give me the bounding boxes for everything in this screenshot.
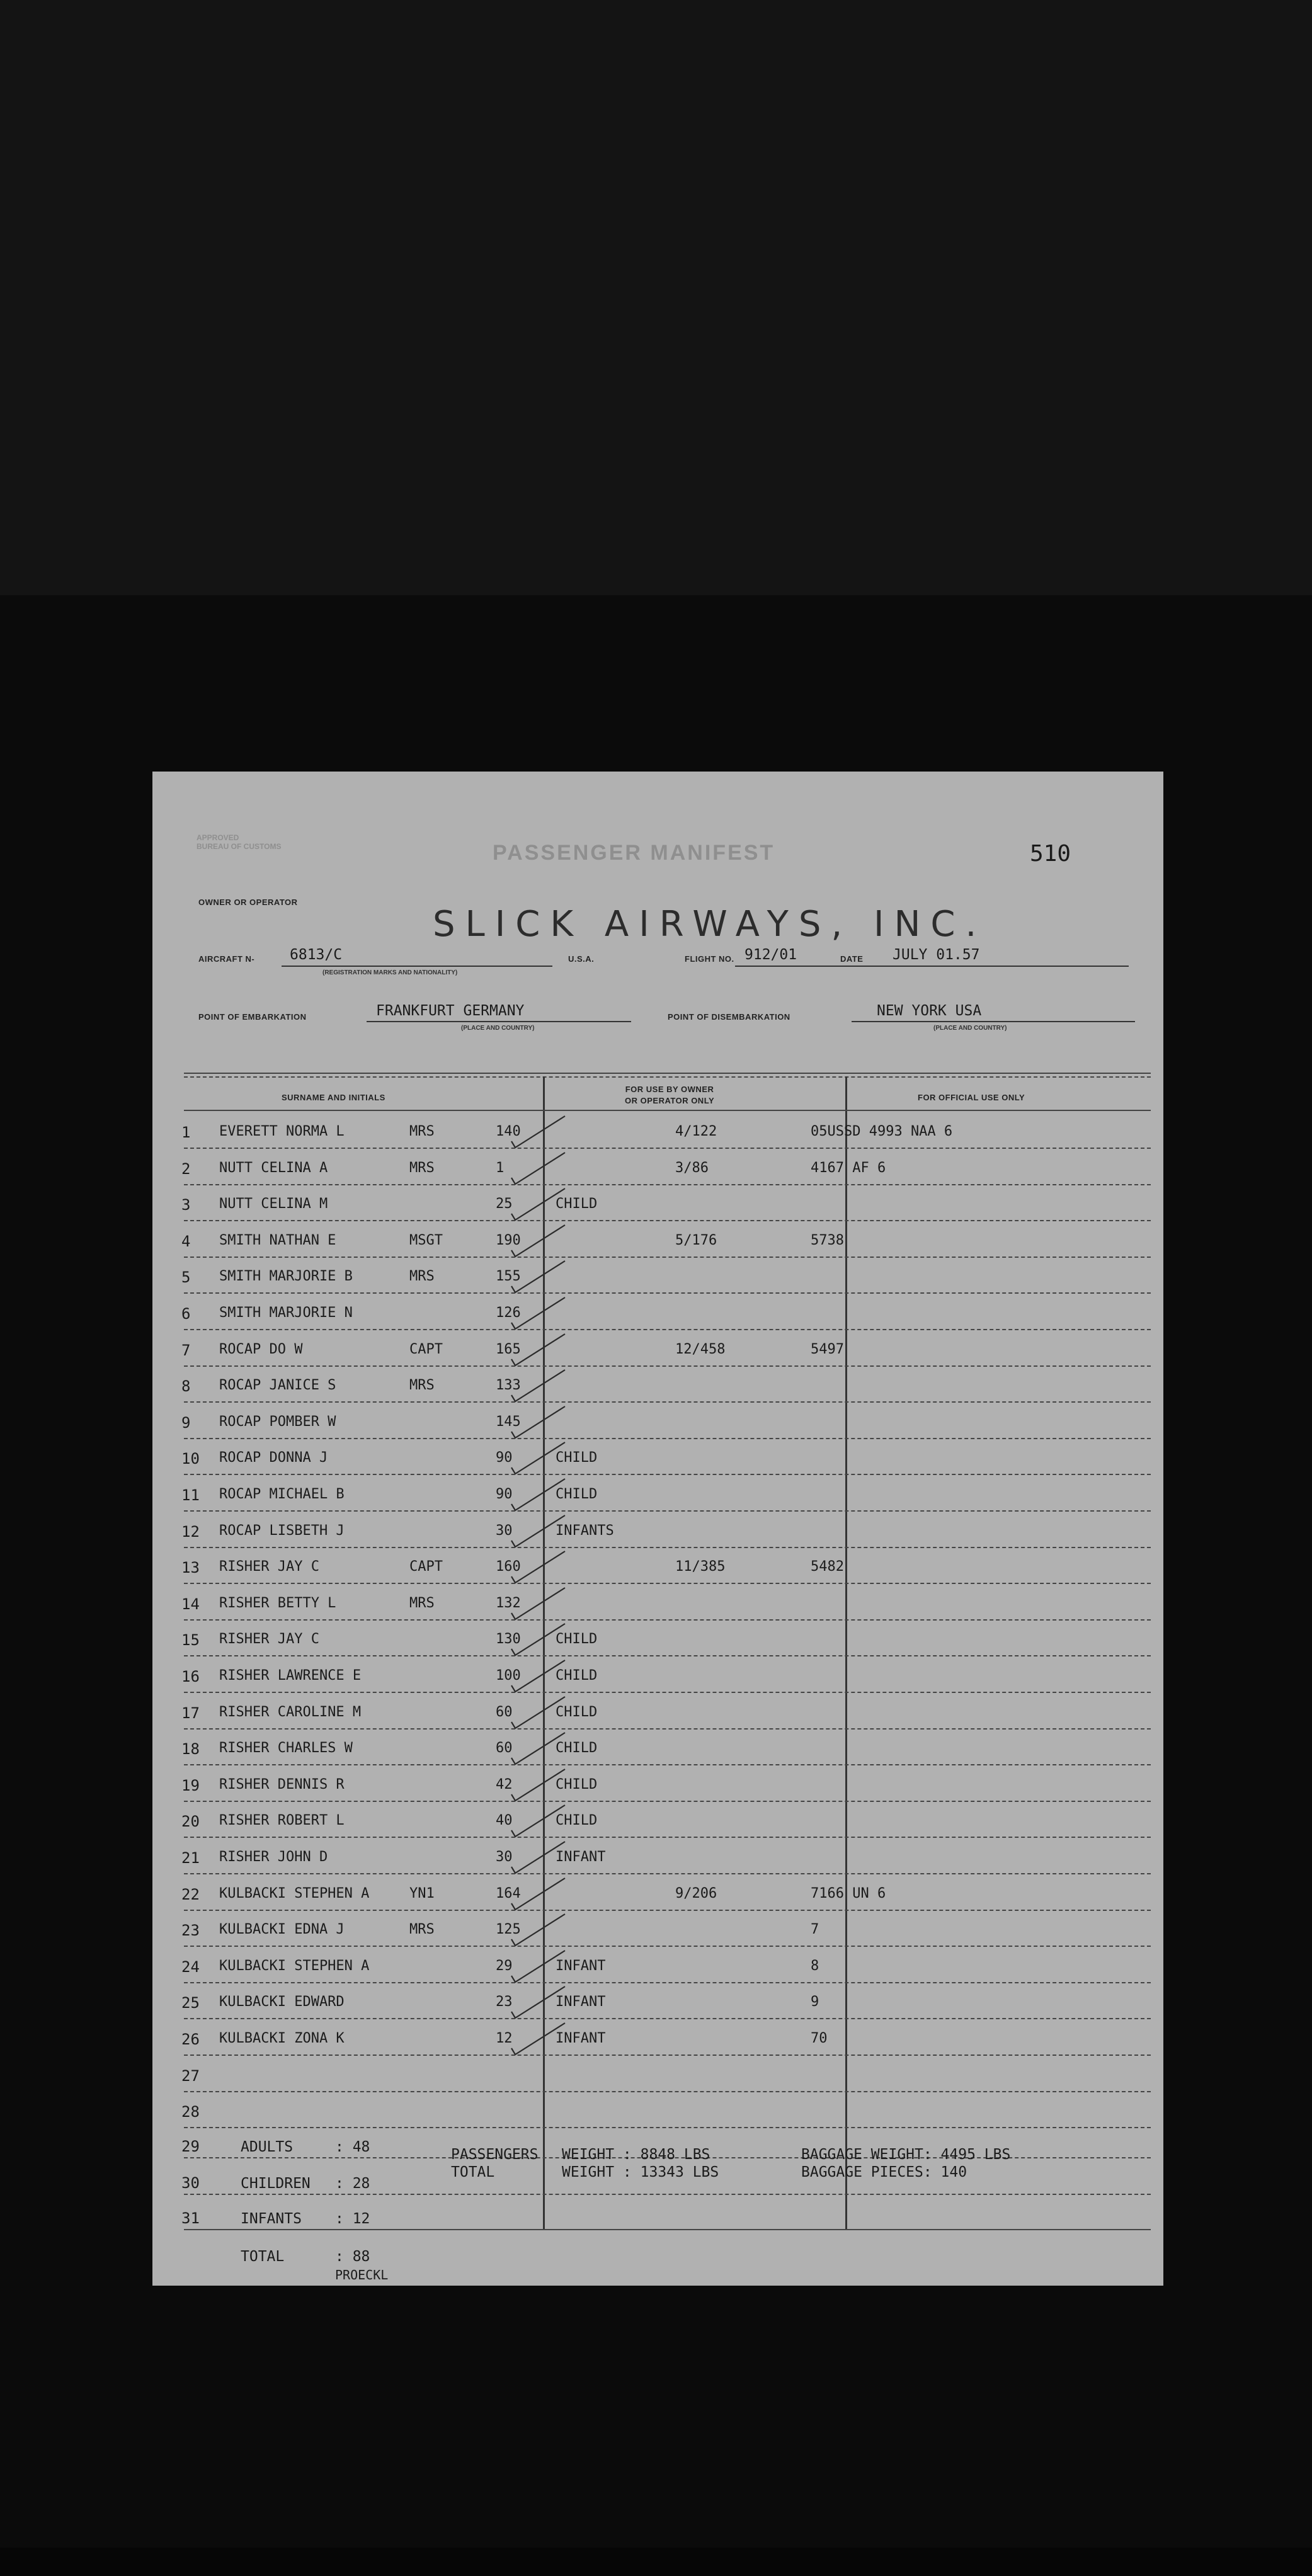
disembark-value: NEW YORK USA xyxy=(877,1003,982,1019)
passenger-weight: 23 xyxy=(496,1994,513,2010)
table-row xyxy=(152,1731,1163,1767)
row-number: 6 xyxy=(181,1305,191,1323)
official-code: 4167 AF 6 xyxy=(811,1160,886,1176)
passenger-category: INFANT xyxy=(556,2031,606,2046)
row-number: 15 xyxy=(181,1631,200,1650)
row-number: 23 xyxy=(181,1922,200,1940)
table-row xyxy=(152,1151,1163,1187)
row-rule xyxy=(184,1728,1151,1730)
table-row xyxy=(152,1369,1163,1405)
passenger-category: CHILD xyxy=(556,1668,598,1684)
row-number: 2 xyxy=(181,1160,191,1178)
row-number: 4 xyxy=(181,1232,191,1250)
passenger-title: MSGT xyxy=(409,1232,443,1248)
passenger-name: RISHER JAY C xyxy=(219,1559,319,1575)
passenger-weight: 100 xyxy=(496,1668,521,1684)
passenger-weight: 190 xyxy=(496,1232,521,1248)
passenger-name: KULBACKI STEPHEN A xyxy=(219,1958,370,1974)
passenger-title: MRS xyxy=(409,1377,435,1394)
table-row xyxy=(152,1659,1163,1695)
passenger-weight: 140 xyxy=(496,1124,521,1139)
infants-label: INFANTS xyxy=(241,2211,302,2227)
passenger-category: INFANT xyxy=(556,1849,606,1865)
row-number: 11 xyxy=(181,1486,200,1504)
table-row xyxy=(152,2058,1163,2094)
table-row xyxy=(152,1115,1163,1151)
passenger-name: RISHER JAY C xyxy=(219,1631,319,1648)
embark-value: FRANKFURT GERMANY xyxy=(376,1003,525,1019)
table-top-rule-2 xyxy=(184,1076,1151,1078)
passenger-weight: 126 xyxy=(496,1305,521,1321)
row-rule xyxy=(184,1184,1151,1185)
row-number: 14 xyxy=(181,1595,200,1613)
adults-count: : 48 xyxy=(335,2139,370,2155)
passenger-weight: 90 xyxy=(496,1486,513,1502)
table-top-rule xyxy=(184,1073,1151,1074)
official-code: 7 xyxy=(811,1922,819,1938)
passengers-label: PASSENGERS xyxy=(451,2146,539,2163)
row-number: 18 xyxy=(181,1740,200,1758)
bottom-dark-band xyxy=(0,2548,1312,2576)
row-rule xyxy=(184,1438,1151,1439)
embark-underline xyxy=(367,1021,631,1022)
row-number: 5 xyxy=(181,1268,191,1287)
table-row xyxy=(152,1296,1163,1332)
passenger-weight: WEIGHT : 8848 LBS xyxy=(562,2146,710,2163)
official-code: 70 xyxy=(811,2031,828,2046)
passenger-name: KULBACKI EDWARD xyxy=(219,1994,345,2010)
summary-rule-3 xyxy=(184,2229,1151,2230)
flight-label: FLIGHT NO. xyxy=(685,954,734,964)
passenger-name: SMITH MARJORIE B xyxy=(219,1268,353,1285)
infants-count: : 12 xyxy=(335,2211,370,2227)
row-rule xyxy=(184,2055,1151,2056)
disembark-underline xyxy=(852,1021,1135,1022)
col-header-surname: SURNAME AND INITIALS xyxy=(282,1093,385,1102)
date-value: JULY 01.57 xyxy=(893,947,980,963)
row-rule xyxy=(184,1619,1151,1621)
row-rule xyxy=(184,1510,1151,1512)
passenger-name: KULBACKI ZONA K xyxy=(219,2031,345,2046)
passenger-name: ROCAP MICHAEL B xyxy=(219,1486,345,1502)
form-title: PASSENGER MANIFEST xyxy=(493,841,775,865)
passenger-weight: 145 xyxy=(496,1413,521,1430)
ticket-number: 3/86 xyxy=(675,1160,709,1176)
table-row xyxy=(152,1949,1163,1985)
passenger-name: RISHER CAROLINE M xyxy=(219,1704,362,1720)
row-rule xyxy=(184,1148,1151,1149)
table-row xyxy=(152,2094,1163,2130)
row-rule xyxy=(184,1910,1151,1911)
table-row xyxy=(152,1804,1163,1840)
total-weight: WEIGHT : 13343 LBS xyxy=(562,2164,719,2180)
passenger-title: MRS xyxy=(409,1268,435,1285)
table-row xyxy=(152,1405,1163,1441)
row-rule xyxy=(184,1801,1151,1802)
passenger-title: MRS xyxy=(409,1595,435,1611)
row-rule xyxy=(184,1365,1151,1367)
row-rule xyxy=(184,1257,1151,1258)
table-row xyxy=(152,1187,1163,1223)
table-row xyxy=(152,1622,1163,1658)
passenger-name: ROCAP DO W xyxy=(219,1341,303,1357)
row-rule xyxy=(184,1329,1151,1330)
passenger-weight: 125 xyxy=(496,1922,521,1938)
passenger-category: CHILD xyxy=(556,1776,598,1792)
flight-value: 912/01 xyxy=(744,947,797,963)
passenger-name: SMITH NATHAN E xyxy=(219,1232,336,1248)
row-number: 3 xyxy=(181,1196,191,1214)
passenger-category: CHILD xyxy=(556,1813,598,1829)
aircraft-value: 6813/C xyxy=(290,947,343,963)
table-row xyxy=(152,1695,1163,1731)
passenger-title: MRS xyxy=(409,1922,435,1938)
passenger-name: ROCAP POMBER W xyxy=(219,1413,336,1430)
table-row xyxy=(152,1478,1163,1513)
baggage-weight: BAGGAGE WEIGHT: 4495 LBS xyxy=(801,2146,1011,2163)
table-row xyxy=(152,1587,1163,1622)
total-word: TOTAL xyxy=(451,2164,495,2180)
table-row xyxy=(152,1550,1163,1586)
passenger-weight: 164 xyxy=(496,1885,521,1901)
row-number: 1 xyxy=(181,1124,191,1141)
passenger-weight: 60 xyxy=(496,1704,513,1720)
passenger-weight: 155 xyxy=(496,1268,521,1285)
row-number: 25 xyxy=(181,1994,200,2012)
official-code: 5738 xyxy=(811,1232,844,1248)
passenger-category: CHILD xyxy=(556,1450,598,1466)
passenger-name: RISHER DENNIS R xyxy=(219,1776,345,1792)
passenger-category: CHILD xyxy=(556,1704,598,1720)
row-number-30: 30 xyxy=(181,2174,200,2192)
ticket-number: 11/385 xyxy=(675,1559,726,1575)
row-rule xyxy=(184,1547,1151,1548)
passenger-weight: 25 xyxy=(496,1196,513,1212)
aircraft-label: AIRCRAFT N- xyxy=(198,954,255,964)
passenger-title: YN1 xyxy=(409,1885,435,1901)
row-rule xyxy=(184,1873,1151,1874)
row-number-31: 31 xyxy=(181,2209,200,2227)
table-row xyxy=(152,1260,1163,1296)
children-count: : 28 xyxy=(335,2175,370,2192)
row-number: 16 xyxy=(181,1668,200,1685)
passenger-category: CHILD xyxy=(556,1196,598,1212)
owner-label: OWNER OR OPERATOR xyxy=(198,898,298,907)
ticket-number: 4/122 xyxy=(675,1124,717,1139)
baggage-pieces: BAGGAGE PIECES: 140 xyxy=(801,2164,967,2180)
row-number-29: 29 xyxy=(181,2138,200,2155)
disembark-label: POINT OF DISEMBARKATION xyxy=(668,1012,790,1022)
passenger-category: INFANT xyxy=(556,1958,606,1974)
passenger-weight: 133 xyxy=(496,1377,521,1394)
table-row xyxy=(152,1768,1163,1804)
passenger-name: KULBACKI STEPHEN A xyxy=(219,1885,370,1901)
passenger-category: INFANT xyxy=(556,1994,606,2010)
row-number: 10 xyxy=(181,1450,200,1468)
row-rule xyxy=(184,1837,1151,1838)
passenger-weight: 42 xyxy=(496,1776,513,1792)
passenger-name: EVERETT NORMA L xyxy=(219,1124,345,1139)
passenger-weight: 12 xyxy=(496,2031,513,2046)
col-header-owner: FOR USE BY OWNER OR OPERATOR ONLY xyxy=(625,1085,715,1105)
passenger-name: RISHER JOHN D xyxy=(219,1849,328,1865)
official-code: 8 xyxy=(811,1958,819,1974)
passenger-weight: 30 xyxy=(496,1849,513,1865)
row-number: 12 xyxy=(181,1522,200,1541)
row-number: 20 xyxy=(181,1813,200,1831)
embark-sub: (PLACE AND COUNTRY) xyxy=(461,1025,535,1032)
adults-label: ADULTS xyxy=(241,2139,294,2155)
table-row xyxy=(152,1333,1163,1369)
passenger-name: KULBACKI EDNA J xyxy=(219,1922,345,1938)
aircraft-underline xyxy=(282,966,552,967)
passenger-weight: 40 xyxy=(496,1813,513,1829)
table-row xyxy=(152,2022,1163,2058)
row-rule xyxy=(184,1655,1151,1656)
passenger-category: CHILD xyxy=(556,1631,598,1648)
row-rule xyxy=(184,1401,1151,1403)
total-label: TOTAL xyxy=(241,2248,285,2265)
row-rule xyxy=(184,1292,1151,1294)
row-rule xyxy=(184,1583,1151,1584)
owner-value: SLICK AIRWAYS, INC. xyxy=(433,904,987,945)
table-row xyxy=(152,1441,1163,1477)
table-row xyxy=(152,1913,1163,1949)
row-number: 19 xyxy=(181,1776,200,1794)
row-rule xyxy=(184,2127,1151,2128)
row-number: 26 xyxy=(181,2031,200,2048)
passenger-name: SMITH MARJORIE N xyxy=(219,1305,353,1321)
official-code: 5497 xyxy=(811,1341,844,1357)
table-row xyxy=(152,1985,1163,2021)
disembark-sub: (PLACE AND COUNTRY) xyxy=(933,1025,1007,1032)
row-rule xyxy=(184,2018,1151,2019)
passenger-name: ROCAP LISBETH J xyxy=(219,1522,345,1539)
row-rule xyxy=(184,1474,1151,1475)
date-underline xyxy=(877,966,1129,967)
date-label: DATE xyxy=(840,954,864,964)
official-code: 7166 UN 6 xyxy=(811,1885,886,1901)
row-number: 27 xyxy=(181,2066,200,2085)
passenger-weight: 29 xyxy=(496,1958,513,1974)
passenger-title: CAPT xyxy=(409,1341,443,1357)
row-number: 21 xyxy=(181,1849,200,1867)
passenger-weight: 130 xyxy=(496,1631,521,1648)
passenger-weight: 165 xyxy=(496,1341,521,1357)
passenger-weight: 132 xyxy=(496,1595,521,1611)
official-code: 05USSD 4993 NAA 6 xyxy=(811,1124,953,1139)
row-number: 22 xyxy=(181,1885,200,1903)
ticket-number: 9/206 xyxy=(675,1885,717,1901)
ticket-number: 5/176 xyxy=(675,1232,717,1248)
passenger-weight: 30 xyxy=(496,1522,513,1539)
embark-label: POINT OF EMBARKATION xyxy=(198,1012,307,1022)
passenger-name: NUTT CELINA M xyxy=(219,1196,328,1212)
row-number: 24 xyxy=(181,1958,200,1976)
passenger-name: RISHER LAWRENCE E xyxy=(219,1668,362,1684)
passenger-weight: 1 xyxy=(496,1160,505,1176)
passenger-name: ROCAP JANICE S xyxy=(219,1377,336,1394)
passenger-weight: 60 xyxy=(496,1740,513,1757)
children-label: CHILDREN xyxy=(241,2175,311,2192)
row-rule xyxy=(184,1946,1151,1947)
row-number: 13 xyxy=(181,1559,200,1577)
row-number: 28 xyxy=(181,2103,200,2121)
row-rule xyxy=(184,2091,1151,2092)
passenger-name: RISHER BETTY L xyxy=(219,1595,336,1611)
passenger-title: CAPT xyxy=(409,1559,443,1575)
passenger-name: ROCAP DONNA J xyxy=(219,1450,328,1466)
row-number: 7 xyxy=(181,1341,191,1359)
passenger-category: CHILD xyxy=(556,1486,598,1502)
page-number: 510 xyxy=(1030,841,1071,867)
row-rule xyxy=(184,1764,1151,1765)
top-dark-band xyxy=(0,0,1312,595)
row-rule xyxy=(184,1692,1151,1693)
official-code: 9 xyxy=(811,1994,819,2010)
passenger-title: MRS xyxy=(409,1124,435,1139)
row-number: 8 xyxy=(181,1377,191,1396)
passenger-name: NUTT CELINA A xyxy=(219,1160,328,1176)
ticket-number: 12/458 xyxy=(675,1341,726,1357)
row-rule xyxy=(184,1982,1151,1983)
passenger-weight: 90 xyxy=(496,1450,513,1466)
row-number: 17 xyxy=(181,1704,200,1722)
row-rule xyxy=(184,1220,1151,1221)
aircraft-sub: (REGISTRATION MARKS AND NATIONALITY) xyxy=(322,969,458,976)
passenger-category: CHILD xyxy=(556,1740,598,1757)
passenger-name: RISHER ROBERT L xyxy=(219,1813,345,1829)
passenger-name: RISHER CHARLES W xyxy=(219,1740,353,1757)
table-row xyxy=(152,1877,1163,1913)
table-row xyxy=(152,1514,1163,1550)
passenger-weight: 160 xyxy=(496,1559,521,1575)
col-header-official: FOR OFFICIAL USE ONLY xyxy=(918,1093,1025,1102)
aircraft-nat: U.S.A. xyxy=(568,954,595,964)
summary-rule-2 xyxy=(184,2194,1151,2195)
header-bottom-rule xyxy=(184,1110,1151,1111)
table-row xyxy=(152,1224,1163,1260)
prepared-by: PROECKL xyxy=(335,2267,389,2282)
official-code: 5482 xyxy=(811,1559,844,1575)
passenger-title: MRS xyxy=(409,1160,435,1176)
passenger-category: INFANTS xyxy=(556,1522,614,1539)
manifest-sheet xyxy=(152,772,1167,2286)
table-row xyxy=(152,1840,1163,1876)
total-count: : 88 xyxy=(335,2248,370,2265)
row-number: 9 xyxy=(181,1413,191,1432)
approved-stamp: APPROVED BUREAU OF CUSTOMS xyxy=(197,833,282,851)
